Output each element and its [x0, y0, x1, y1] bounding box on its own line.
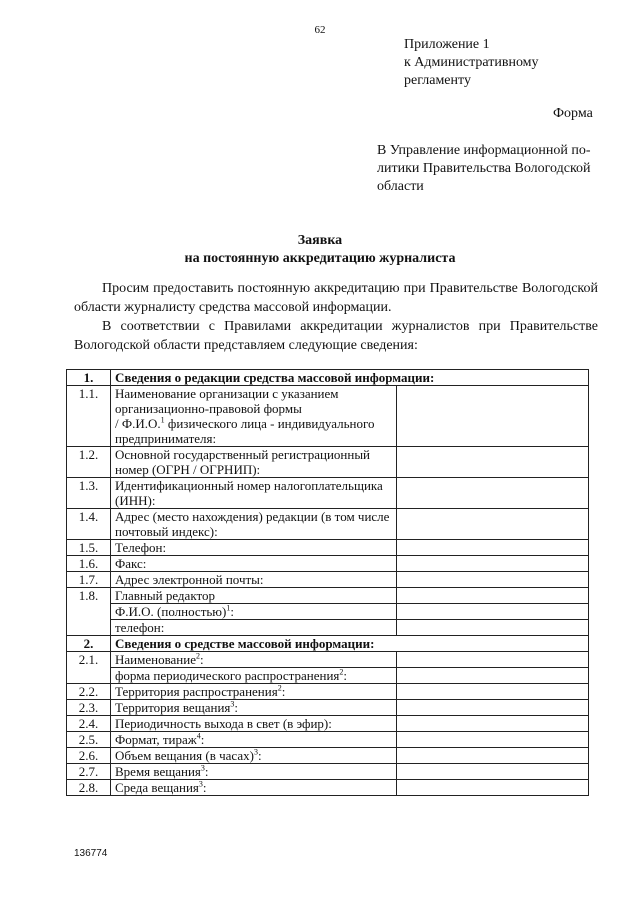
row-number: 2.6.	[67, 748, 111, 764]
footnote-mark: 3	[200, 763, 205, 773]
row-number: 2.4.	[67, 716, 111, 732]
answer-cell[interactable]	[397, 716, 589, 732]
section-number: 1.	[67, 370, 111, 386]
appendix-line-1: Приложение 1	[404, 37, 490, 52]
answer-cell[interactable]	[397, 386, 589, 447]
table-row	[67, 652, 589, 668]
row-label: Телефон:	[111, 540, 397, 556]
footnote-mark: 2	[277, 683, 282, 693]
form-label: Форма	[553, 106, 593, 121]
table-row	[67, 604, 589, 620]
answer-cell[interactable]	[397, 668, 589, 684]
row-label: форма периодического распространения$^2$:	[111, 668, 397, 684]
row-label-text: Среда вещания	[115, 780, 199, 795]
row-label: Периодичность выхода в свет (в эфир):	[111, 716, 397, 732]
row-label: Ф.И.О. (полностью)$^1$:	[111, 604, 397, 620]
row-label: Идентификационный номер налогоплательщика (ИНН):	[111, 478, 397, 509]
row-number: 1.3.	[67, 478, 111, 509]
row-label: Наименование$^2$:	[111, 652, 397, 668]
addressee: В Управление информационной по-литики Правительства Вологодской области	[377, 143, 591, 194]
row-number: 2.5.	[67, 732, 111, 748]
row-number: 2.3.	[67, 700, 111, 716]
answer-cell[interactable]	[397, 732, 589, 748]
table-row	[67, 732, 589, 748]
row-label-text: Наименование организации с указанием организационно-правовой формы	[115, 386, 339, 416]
table-row	[67, 780, 589, 796]
row-label-text: физического лица - индивидуального предпринимателя:	[115, 416, 375, 446]
section-number: 2.	[67, 636, 111, 652]
row-label-text: Ф.И.О. (полностью)	[115, 604, 227, 619]
row-label: Объем вещания (в часах)$^3$:	[111, 748, 397, 764]
answer-cell[interactable]	[397, 604, 589, 620]
application-form-table	[66, 369, 589, 796]
section-title: Сведения о средстве массовой информации:	[111, 636, 589, 652]
row-label: Среда вещания$^3$:	[111, 780, 397, 796]
table-row	[67, 447, 589, 478]
row-label: Территория распространения$^2$:	[111, 684, 397, 700]
title-line-1: Заявка	[297, 233, 343, 248]
table-section-row	[67, 370, 589, 386]
table-row	[67, 684, 589, 700]
table-row	[67, 764, 589, 780]
table-row	[67, 748, 589, 764]
table-row	[67, 668, 589, 684]
row-number: 2.2.	[67, 684, 111, 700]
answer-cell[interactable]	[397, 572, 589, 588]
table-row	[67, 716, 589, 732]
page-number: 62	[314, 24, 326, 36]
table-row	[67, 540, 589, 556]
row-number: 1.2.	[67, 447, 111, 478]
table-row	[67, 700, 589, 716]
title-line-2: на постоянную аккредитацию журналиста	[184, 251, 456, 266]
table-row	[67, 556, 589, 572]
row-label	[111, 386, 397, 447]
table-section-row	[67, 636, 589, 652]
row-label-text: Территория вещания	[115, 700, 231, 715]
row-label: Территория вещания$^3$:	[111, 700, 397, 716]
row-label: телефон:	[111, 620, 397, 636]
row-label: Основной государственный регистрационный номер (ОГРН / ОГРНИП):	[111, 447, 397, 478]
row-label: Главный редактор	[111, 588, 397, 604]
table-row	[67, 509, 589, 540]
row-label: Время вещания$^3$:	[111, 764, 397, 780]
table-row	[67, 386, 589, 447]
answer-cell[interactable]	[397, 652, 589, 668]
answer-cell[interactable]	[397, 700, 589, 716]
appendix-note	[404, 36, 539, 90]
answer-cell[interactable]	[397, 447, 589, 478]
table-row	[67, 478, 589, 509]
answer-cell[interactable]	[397, 684, 589, 700]
answer-cell[interactable]	[397, 540, 589, 556]
section-title: Сведения о редакции средства массовой информации:	[111, 370, 589, 386]
answer-cell[interactable]	[397, 588, 589, 604]
table-row	[67, 588, 589, 604]
answer-cell[interactable]	[397, 509, 589, 540]
row-label-text: Территория распространения	[115, 684, 278, 699]
answer-cell[interactable]	[397, 620, 589, 636]
row-label: Факс:	[111, 556, 397, 572]
row-number: 2.7.	[67, 764, 111, 780]
row-label-text: Объем вещания (в часах)	[115, 748, 254, 763]
footnote-mark: 1	[160, 415, 165, 425]
footnote-mark: 3	[198, 779, 203, 789]
row-number: 1.6.	[67, 556, 111, 572]
footnote-mark: 2	[339, 667, 344, 677]
row-number: 1.8.	[67, 588, 111, 636]
row-number: 2.1.	[67, 652, 111, 684]
row-label-text: Формат, тираж	[115, 732, 197, 747]
row-label: Адрес (место нахождения) редакции (в том числе почтовый индекс):	[111, 509, 397, 540]
footnote-mark: 2	[196, 651, 200, 661]
info-paragraph: В соответствии с Правилами аккредитации журналистов при Правительстве Вологодской области представляем следующие сведения:	[74, 319, 598, 353]
table-row	[67, 620, 589, 636]
answer-cell[interactable]	[397, 478, 589, 509]
footnote-mark: 3	[253, 747, 258, 757]
row-label-text: форма периодического распространения	[115, 668, 340, 683]
row-number: 1.4.	[67, 509, 111, 540]
appendix-line-2: к Административному	[404, 55, 539, 70]
answer-cell[interactable]	[397, 764, 589, 780]
table-row	[67, 572, 589, 588]
row-number: 1.7.	[67, 572, 111, 588]
answer-cell[interactable]	[397, 556, 589, 572]
row-number: 1.5.	[67, 540, 111, 556]
document-code: 136774	[74, 848, 108, 859]
row-label: Адрес электронной почты:	[111, 572, 397, 588]
footnote-mark: 4	[196, 731, 201, 741]
answer-cell[interactable]	[397, 780, 589, 796]
row-number: 2.8.	[67, 780, 111, 796]
row-label: Формат, тираж$^4$:	[111, 732, 397, 748]
footnote-mark: 1	[226, 603, 231, 613]
appendix-line-3: регламенту	[404, 73, 471, 88]
document-title	[0, 232, 640, 268]
row-label-text: Наименование	[115, 652, 196, 667]
row-label-text: / Ф.И.О.	[115, 416, 161, 431]
footnote-mark: 3	[230, 699, 235, 709]
row-number: 1.1.	[67, 386, 111, 447]
request-paragraph: Просим предоставить постоянную аккредитацию при Правительстве Вологодской области журналисту средства массовой информации.	[74, 281, 598, 315]
row-label-text: Время вещания	[115, 764, 201, 779]
answer-cell[interactable]	[397, 748, 589, 764]
